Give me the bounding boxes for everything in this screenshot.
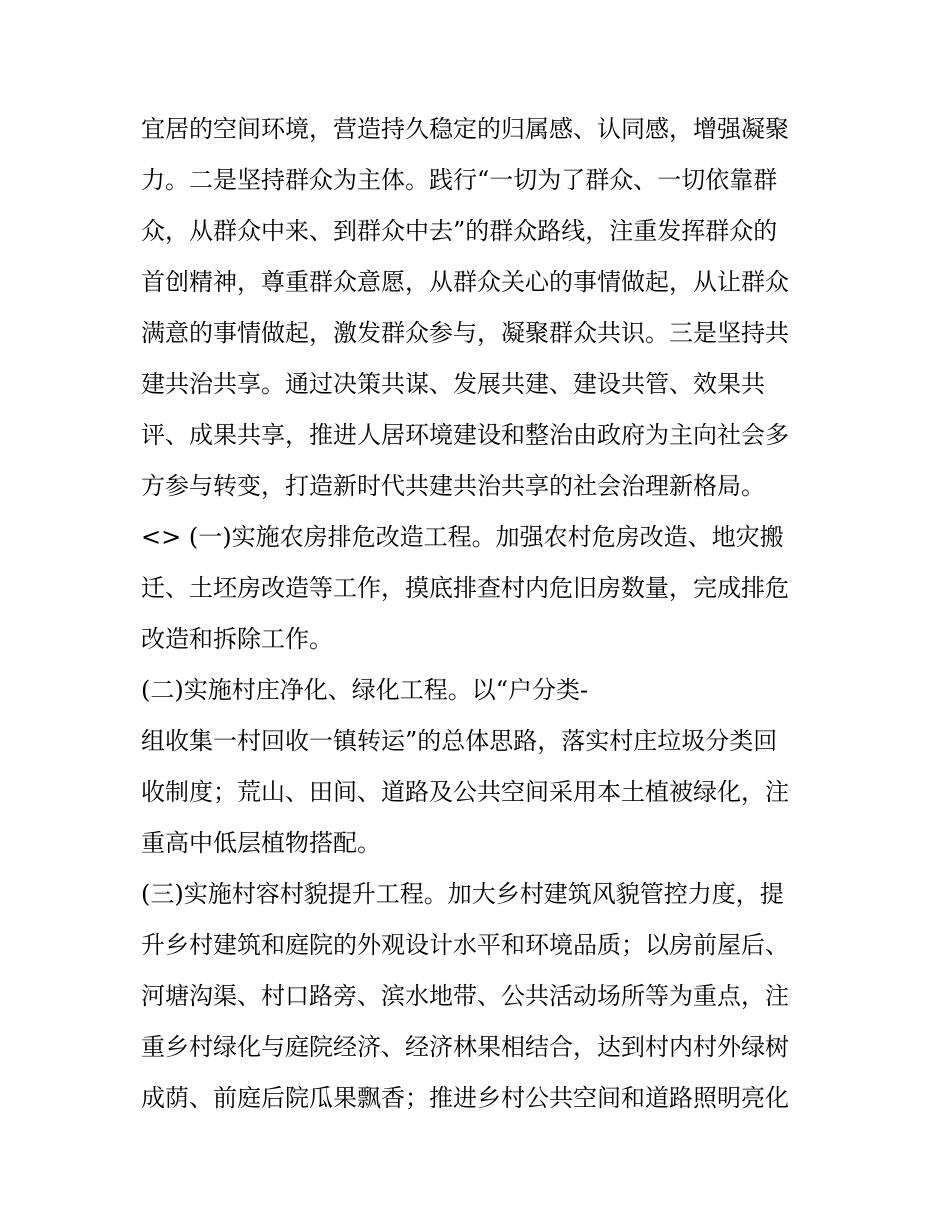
body-text bbox=[141, 104, 821, 1124]
section-heading-line: <> (一)实施农房排危改造工程。加强农村危房改造、地灾搬 bbox=[141, 523, 784, 551]
text-line: 成荫、前庭后院瓜果飘香；推进乡村公共空间和道路照明亮化 bbox=[141, 1084, 789, 1112]
text-line: 收制度；荒山、田间、道路及公共空间采用本土植被绿化，注 bbox=[141, 778, 789, 806]
text-line: 改造和拆除工作。 bbox=[141, 625, 333, 653]
text-line: 重乡村绿化与庭院经济、经济林果相结合，达到村内村外绿树 bbox=[141, 1033, 789, 1061]
text-line: 评、成果共享，推进人居环境建设和整治由政府为主向社会多 bbox=[141, 421, 789, 449]
text-line: 宜居的空间环境，营造持久稳定的归属感、认同感，增强凝聚 bbox=[141, 115, 789, 143]
section-heading-line: (二)实施村庄净化、绿化工程。以“户分类- bbox=[141, 676, 589, 704]
text-line: 建共治共享。通过决策共谋、发展共建、建设共管、效果共 bbox=[141, 370, 765, 398]
text-line: 河塘沟渠、村口路旁、滨水地带、公共活动场所等为重点，注 bbox=[141, 982, 789, 1010]
text-line: 迁、土坯房改造等工作，摸底排查村内危旧房数量，完成排危 bbox=[141, 574, 789, 602]
text-line: 众，从群众中来、到群众中去”的群众路线，注重发挥群众的 bbox=[141, 217, 778, 245]
text-line: 满意的事情做起，激发群众参与，凝聚群众共识。三是坚持共 bbox=[141, 319, 789, 347]
text-line: 方参与转变，打造新时代共建共治共享的社会治理新格局。 bbox=[141, 472, 765, 500]
text-line: 升乡村建筑和庭院的外观设计水平和环境品质；以房前屋后、 bbox=[141, 931, 789, 959]
text-line: 重高中低层植物搭配。 bbox=[141, 829, 381, 857]
text-line: 首创精神，尊重群众意愿，从群众关心的事情做起，从让群众 bbox=[141, 268, 789, 296]
text-line: 力。二是坚持群众为主体。践行“一切为了群众、一切依靠群 bbox=[141, 166, 778, 194]
text-line: 组收集一村回收一镇转运”的总体思路，落实村庄垃圾分类回 bbox=[141, 727, 778, 755]
section-heading-line: (三)实施村容村貌提升工程。加大乡村建筑风貌管控力度，提 bbox=[141, 880, 784, 908]
